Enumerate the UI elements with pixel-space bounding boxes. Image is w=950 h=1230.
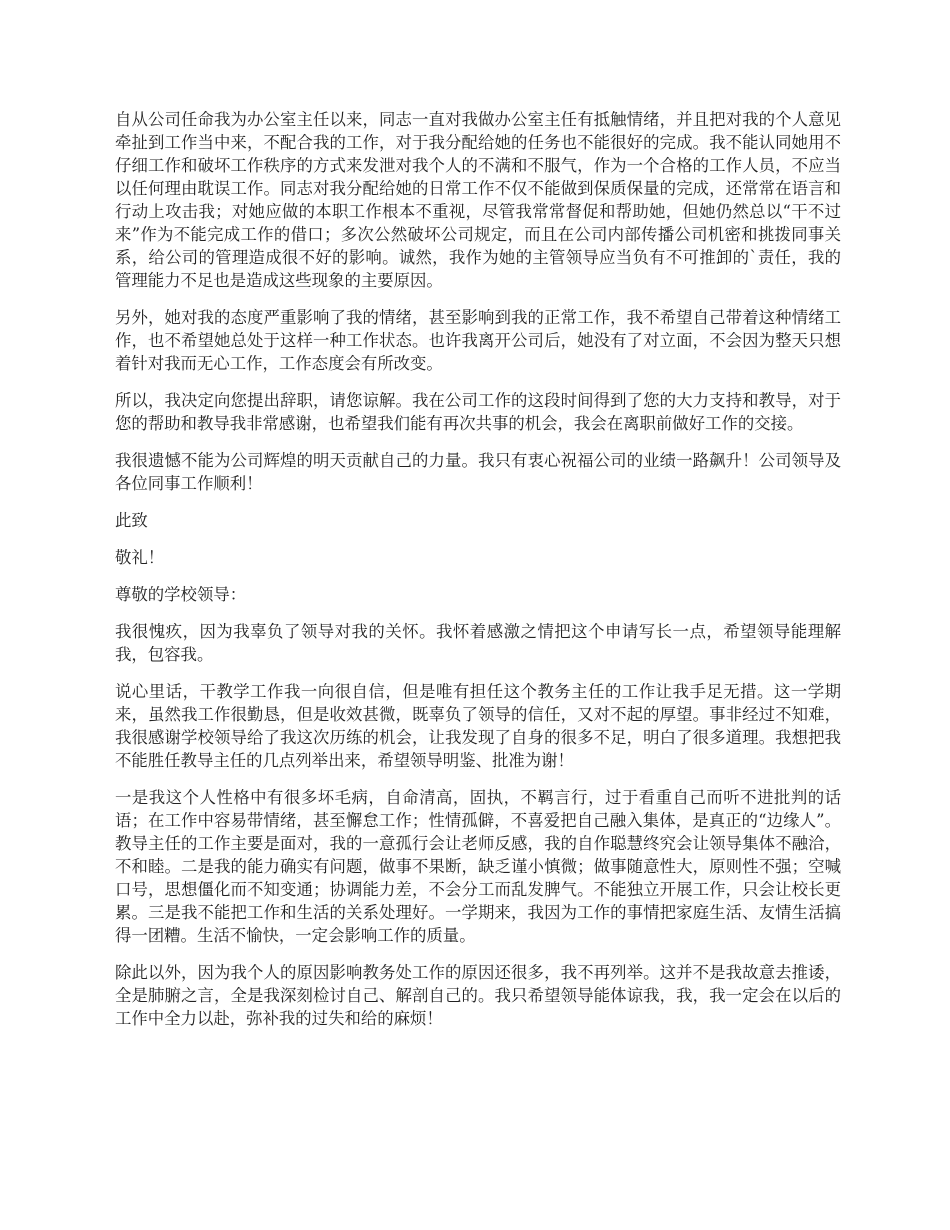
paragraph: 我很愧疚，因为我辜负了领导对我的关怀。我怀着感激之情把这个申请写长一点，希望领导能理解我，包容我。: [115, 622, 841, 664]
paragraph: 自从公司任命我为办公室主任以来，同志一直对我做办公室主任有抵触情绪，并且把对我的个人意见牵扯到工作当中来，不配合我的工作，对于我分配给她的任务也不能很好的完成。我不能认同她用不仔细工作和破坏工作秩序的方式来发泄对我个人的不满和不服气，作为一个合格的工作人员，不应当以任何理由耽误工作。同志对我分配给她的日常工作不仅不能做到保质保量的完成，还常常在语言和行动上攻击我；对她应做的本职工作根本不重视，尽管我常常督促和帮助她，但她仍然总以“干不过来”作为不能完成工作的借口；多次公然破坏公司规定，而且在公司内部传播公司机密和挑拨同事关系，给公司的管理造成很不好的影响。诚然，我作为她的主管领导应当负有不可推卸的`责任，我的管理能力不足也是造成这些现象的主要原因。: [115, 110, 841, 290]
paragraph: 我很遗憾不能为公司辉煌的明天贡献自己的力量。我只有衷心祝福公司的业绩一路飙升！公司领导及各位同事工作顺利！: [115, 451, 841, 493]
paragraph: 所以，我决定向您提出辞职，请您谅解。我在公司工作的这段时间得到了您的大力支持和教导，对于您的帮助和教导我非常感谢，也希望我们能有再次共事的机会，我会在离职前做好工作的交接。: [115, 391, 841, 433]
paragraph: 除此以外，因为我个人的原因影响教务处工作的原因还很多，我不再列举。这并不是我故意去推诿，全是肺腑之言，全是我深刻检讨自己、解剖自己的。我只希望领导能体谅我，我，我一定会在以后的工作中全力以赴，弥补我的过失和给的麻烦！: [115, 963, 841, 1028]
closing-regards: 敬礼！: [115, 548, 165, 567]
document-body: [115, 108, 841, 1044]
closing-salutation: 此致: [115, 511, 148, 530]
paragraph: 说心里话，干教学工作我一向很自信，但是唯有担任这个教务主任的工作让我手足无措。这一学期来，虽然我工作很勤恳，但是收效甚微，既辜负了领导的信任，又对不起的厚望。事非经过不知难，我很感谢学校领导给了我这次历练的机会，让我发现了自身的很多不足，明白了很多道理。我想把我不能胜任教导主任的几点列举出来，希望领导明鉴、批准为谢！: [115, 682, 841, 770]
paragraph: 一是我这个人性格中有很多坏毛病，自命清高，固执，不羁言行，过于看重自己而听不进批判的话语；在工作中容易带情绪，甚至懈怠工作；性情孤僻，不喜爱把自己融入集体，是真正的“边缘人”。教导主任的工作主要是面对，我的一意孤行会让老师反感，我的自作聪慧终究会让领导集体不融洽，不和睦。二是我的能力确实有问题，做事不果断，缺乏谨小慎微；做事随意性大，原则性不强；空喊口号，思想僵化而不知变通；协调能力差，不会分工而乱发脾气。不能独立开展工作，只会让校长更累。三是我不能把工作和生活的关系处理好。一学期来，我因为工作的事情把家庭生活、友情生活搞得一团糟。生活不愉快，一定会影响工作的质量。: [115, 788, 841, 945]
letter-greeting: 尊敬的学校领导：: [115, 585, 247, 604]
paragraph: 另外，她对我的态度严重影响了我的情绪，甚至影响到我的正常工作，我不希望自己带着这种情绪工作，也不希望她总处于这样一种工作状态。也许我离开公司后，她没有了对立面，不会因为整天只想着针对我而无心工作，工作态度会有所改变。: [115, 308, 841, 373]
